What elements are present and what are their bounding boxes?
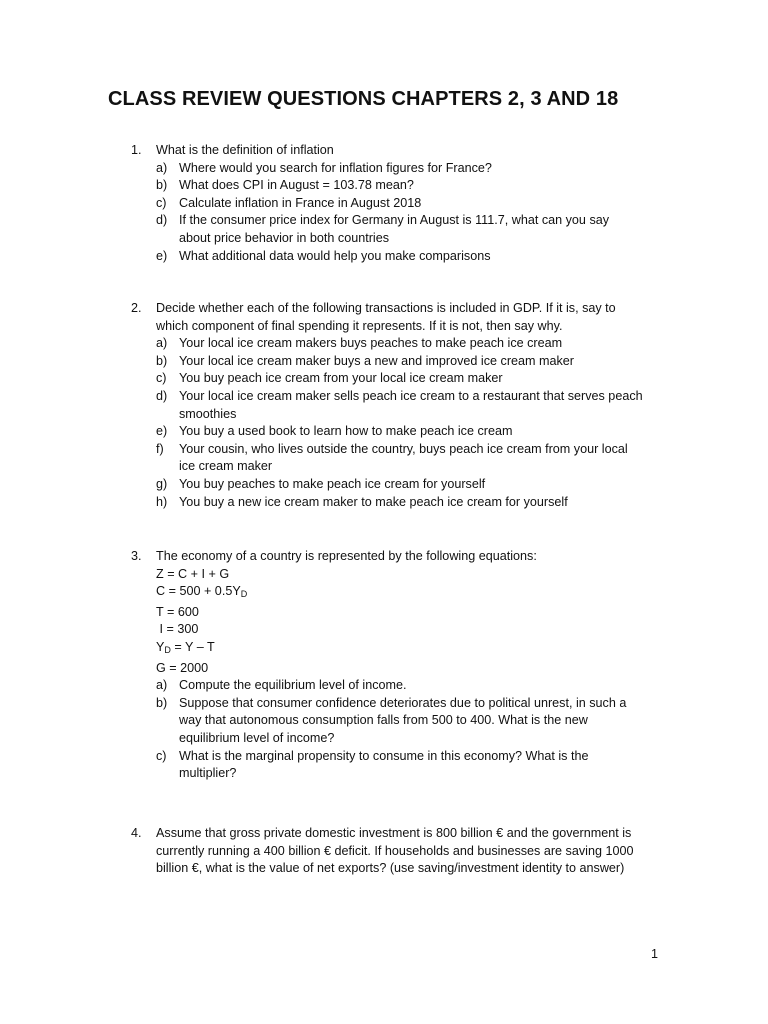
question-text: billion €, what is the value of net exports? (use saving/investment identity to answer) [156, 861, 625, 876]
equation: G = 2000 [156, 660, 209, 675]
subquestion-list [156, 335, 671, 511]
subquestion: b) What does CPI in August = 103.78 mean? [156, 178, 414, 193]
question-text: Decide whether each of the following transactions is included in GDP. If it is, say to [156, 301, 616, 315]
question-text: The economy of a country is represented by the following equations: [156, 549, 537, 563]
question-text: currently running a 400 billion € deficit. If households and businesses are saving 1000 [156, 843, 634, 858]
subquestion: e) You buy a used book to learn how to make peach ice cream [156, 424, 513, 439]
question-text: Assume that gross private domestic investment is 800 billion € and the government is [156, 826, 632, 840]
subquestion: f) Your cousin, who lives outside the country, buys peach ice cream from your local ice cream maker [156, 441, 628, 474]
subquestion: h) You buy a new ice cream maker to make peach ice cream for yourself [156, 494, 568, 509]
question-1 [131, 142, 671, 265]
question-4 [131, 825, 671, 878]
question-3 [131, 548, 671, 783]
question-number: 4. [131, 826, 142, 840]
subquestion-list [156, 677, 671, 783]
subquestion: c) Calculate inflation in France in August 2018 [156, 195, 422, 210]
subquestion: b) Suppose that consumer confidence deteriorates due to political unrest, in such a way that autonomous consumption falls from 500 to 400. What is the new equilibrium level of income? [156, 695, 627, 745]
subquestion: a) Your local ice cream makers buys peaches to make peach ice cream [156, 336, 563, 351]
subquestion-list [156, 160, 671, 266]
equation: Z = C + I + G [156, 566, 230, 581]
question-number: 3. [131, 549, 142, 563]
equation: $Y_D = Y - T$ [156, 639, 215, 655]
page-title: CLASS REVIEW QUESTIONS CHAPTERS 2, 3 AND 18 [108, 88, 619, 110]
page-number: 1 [651, 947, 659, 961]
subquestion: a) Compute the equilibrium level of income. [156, 678, 407, 693]
subquestion: c) What is the marginal propensity to consume in this economy? What is the multiplier? [156, 748, 589, 781]
question-number: 1. [131, 143, 142, 157]
subquestion: c) You buy peach ice cream from your local ice cream maker [156, 371, 503, 386]
question-text: which component of final spending it represents. If it is not, then say why. [156, 318, 563, 333]
equation-block [156, 566, 671, 678]
subquestion: g) You buy peaches to make peach ice cream for yourself [156, 476, 486, 491]
equation: T = 600 [156, 604, 199, 619]
question-text: What is the definition of inflation [156, 143, 334, 157]
subquestion: b) Your local ice cream maker buys a new and improved ice cream maker [156, 353, 575, 368]
subquestion: a) Where would you search for inflation figures for France? [156, 160, 492, 175]
subquestion: d) Your local ice cream maker sells peach ice cream to a restaurant that serves peach smoothies [156, 388, 643, 421]
subquestion: e) What additional data would help you make comparisons [156, 248, 491, 263]
question-number: 2. [131, 301, 142, 315]
question-2 [131, 300, 671, 511]
equation: I = 300 [156, 622, 199, 637]
subquestion: d) If the consumer price index for Germany in August is 111.7, what can you say about price behavior in both countries [156, 213, 610, 245]
equation: $C = 500 + 0.5Y_D$ [156, 584, 248, 600]
